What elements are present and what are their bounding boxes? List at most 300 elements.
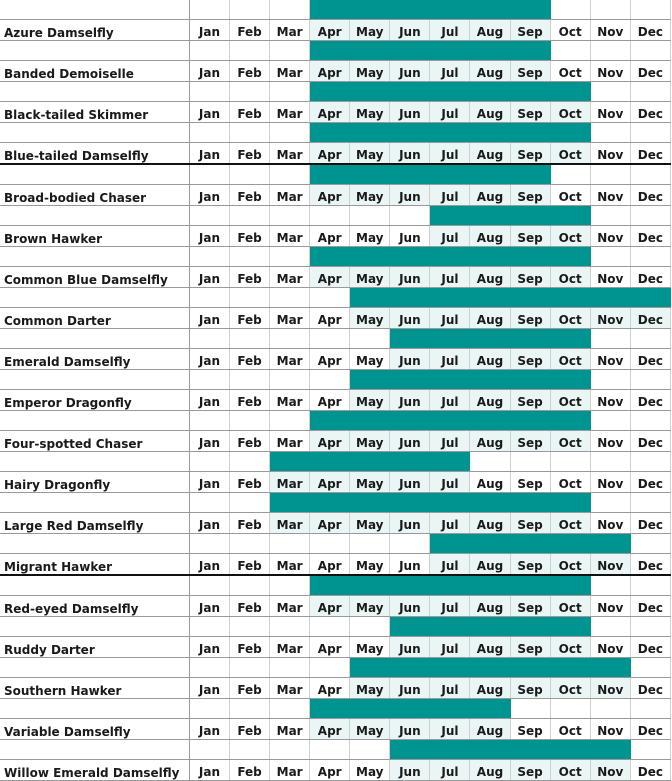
active-month-bar [470,740,510,760]
month-label: Oct [550,308,590,329]
active-month-bar [390,699,430,719]
inactive-month-cell [270,164,310,185]
inactive-month-cell [230,288,270,308]
inactive-month-cell [310,617,350,637]
active-month-bar [390,82,430,102]
species-name-spacer [0,288,189,308]
inactive-month-cell [189,740,229,760]
month-label: Nov [590,185,630,206]
inactive-month-cell [189,41,229,61]
species-row-broad-bodied-chaser [0,185,671,206]
month-label: Dec [630,20,670,41]
species-name: Hairy Dragonfly [0,472,189,493]
season-bar-row [0,329,671,349]
month-label: Feb [230,678,270,699]
month-label: Nov [590,513,630,534]
month-label: Dec [630,349,670,370]
inactive-month-cell [630,575,670,596]
species-row-blue-tailed-damselfly [0,143,671,165]
species-name-spacer [0,452,189,472]
month-label: Jul [430,431,470,452]
month-label: Nov [590,20,630,41]
inactive-month-cell [310,658,350,678]
inactive-month-cell [630,617,670,637]
month-label: Aug [470,472,510,493]
active-month-bar [510,82,550,102]
month-label: Jun [390,226,430,247]
season-bar-row [0,370,671,390]
season-bar-row [0,123,671,143]
species-row-willow-emerald-damselfly [0,760,671,781]
active-month-bar [470,617,510,637]
month-label: Jul [430,596,470,617]
month-label: Feb [230,719,270,740]
month-label: Jan [189,143,229,165]
month-label: Jul [430,554,470,576]
season-bar-row [0,740,671,760]
active-month-bar [590,534,630,554]
month-label: Jun [390,513,430,534]
inactive-month-cell [550,41,590,61]
month-label: Apr [310,637,350,658]
month-label: Jul [430,637,470,658]
active-month-bar [550,411,590,431]
species-name: Southern Hawker [0,678,189,699]
month-label: Feb [230,431,270,452]
species-row-emperor-dragonfly [0,390,671,411]
species-name-spacer [0,41,189,61]
month-label: Feb [230,308,270,329]
active-month-bar [590,658,630,678]
month-label: Feb [230,596,270,617]
active-month-bar [430,534,470,554]
inactive-month-cell [230,82,270,102]
month-label: Feb [230,185,270,206]
inactive-month-cell [230,575,270,596]
active-month-bar [430,164,470,185]
month-label: May [350,143,390,165]
month-label: Aug [470,719,510,740]
inactive-month-cell [630,370,670,390]
inactive-month-cell [230,123,270,143]
month-label: Sep [510,513,550,534]
active-month-bar [590,740,630,760]
month-label: Feb [230,102,270,123]
active-month-bar [390,411,430,431]
month-label: Jan [189,513,229,534]
active-month-bar [510,123,550,143]
month-label: Mar [270,143,310,165]
active-month-bar [470,288,510,308]
month-label: Apr [310,143,350,165]
inactive-month-cell [590,411,630,431]
active-month-bar [390,329,430,349]
inactive-month-cell [189,617,229,637]
month-label: Oct [550,102,590,123]
inactive-month-cell [630,206,670,226]
season-bar-row [0,658,671,678]
inactive-month-cell [270,329,310,349]
active-month-bar [470,699,510,719]
inactive-month-cell [189,247,229,267]
season-bar-row [0,411,671,431]
month-label: Sep [510,472,550,493]
inactive-month-cell [510,699,550,719]
active-month-bar [350,41,390,61]
month-label: Aug [470,102,510,123]
inactive-month-cell [310,534,350,554]
active-month-bar [470,493,510,513]
inactive-month-cell [630,0,670,20]
month-label: Jan [189,719,229,740]
inactive-month-cell [270,370,310,390]
active-month-bar [510,247,550,267]
month-label: Jun [390,596,430,617]
season-bar-row [0,82,671,102]
inactive-month-cell [630,740,670,760]
month-label: Mar [270,719,310,740]
species-name-spacer [0,493,189,513]
inactive-month-cell [550,0,590,20]
month-label: Jan [189,637,229,658]
inactive-month-cell [230,370,270,390]
species-name: Black-tailed Skimmer [0,102,189,123]
month-label: May [350,349,390,370]
inactive-month-cell [630,82,670,102]
species-row-red-eyed-damselfly [0,596,671,617]
month-label: Mar [270,431,310,452]
month-label: Aug [470,349,510,370]
species-name: Banded Demoiselle [0,61,189,82]
inactive-month-cell [630,658,670,678]
month-label: Nov [590,390,630,411]
active-month-bar [310,41,350,61]
month-label: Sep [510,143,550,165]
inactive-month-cell [630,329,670,349]
species-row-hairy-dragonfly [0,472,671,493]
inactive-month-cell [270,411,310,431]
inactive-month-cell [230,534,270,554]
inactive-month-cell [189,288,229,308]
inactive-month-cell [189,658,229,678]
active-month-bar [430,288,470,308]
inactive-month-cell [590,493,630,513]
month-label: Oct [550,431,590,452]
month-label: Nov [590,61,630,82]
month-label: Oct [550,760,590,781]
active-month-bar [550,329,590,349]
inactive-month-cell [189,411,229,431]
month-label: Aug [470,431,510,452]
active-month-bar [550,82,590,102]
month-label: Nov [590,349,630,370]
inactive-month-cell [310,329,350,349]
month-label: Jul [430,472,470,493]
season-bar-row [0,493,671,513]
active-month-bar [510,288,550,308]
month-label: May [350,554,390,576]
active-month-bar [430,329,470,349]
month-label: Apr [310,719,350,740]
active-month-bar [430,82,470,102]
inactive-month-cell [230,452,270,472]
month-label: Nov [590,143,630,165]
species-row-brown-hawker [0,226,671,247]
species-name: Four-spotted Chaser [0,431,189,452]
species-row-azure-damselfly [0,20,671,41]
inactive-month-cell [590,206,630,226]
inactive-month-cell [270,658,310,678]
active-month-bar [550,658,590,678]
month-label: Mar [270,390,310,411]
month-label: Apr [310,308,350,329]
inactive-month-cell [590,123,630,143]
species-name: Large Red Damselfly [0,513,189,534]
month-label: Sep [510,102,550,123]
month-label: Dec [630,143,670,165]
month-label: Feb [230,61,270,82]
active-month-bar [430,699,470,719]
month-label: Jul [430,678,470,699]
species-row-southern-hawker [0,678,671,699]
month-label: May [350,61,390,82]
species-name-spacer [0,658,189,678]
species-row-common-blue-damselfly [0,267,671,288]
month-label: Apr [310,472,350,493]
inactive-month-cell [230,329,270,349]
month-label: Dec [630,678,670,699]
active-month-bar [470,534,510,554]
month-label: Nov [590,102,630,123]
month-label: Jul [430,61,470,82]
active-month-bar [470,206,510,226]
month-label: Jun [390,760,430,781]
month-label: Dec [630,390,670,411]
month-label: Oct [550,719,590,740]
inactive-month-cell [230,0,270,20]
month-label: Jun [390,554,430,576]
active-month-bar [550,247,590,267]
inactive-month-cell [270,699,310,719]
month-label: Oct [550,390,590,411]
species-name-spacer [0,164,189,185]
month-label: Jan [189,678,229,699]
active-month-bar [350,575,390,596]
inactive-month-cell [189,699,229,719]
species-name-spacer [0,329,189,349]
month-label: Dec [630,431,670,452]
month-label: Jan [189,61,229,82]
month-label: Sep [510,637,550,658]
inactive-month-cell [230,41,270,61]
species-row-variable-damselfly [0,719,671,740]
inactive-month-cell [189,452,229,472]
species-name-spacer [0,206,189,226]
month-label: Aug [470,20,510,41]
species-name-spacer [0,247,189,267]
month-label: Jun [390,267,430,288]
inactive-month-cell [189,575,229,596]
inactive-month-cell [590,699,630,719]
active-month-bar [510,41,550,61]
season-bar-row [0,534,671,554]
species-name-spacer [0,699,189,719]
inactive-month-cell [270,82,310,102]
active-month-bar [510,740,550,760]
season-bar-row [0,206,671,226]
inactive-month-cell [390,534,430,554]
active-month-bar [550,493,590,513]
inactive-month-cell [230,164,270,185]
inactive-month-cell [270,123,310,143]
inactive-month-cell [230,411,270,431]
species-name-spacer [0,617,189,637]
month-label: Nov [590,554,630,576]
inactive-month-cell [590,575,630,596]
active-month-bar [470,41,510,61]
inactive-month-cell [189,329,229,349]
active-month-bar [470,82,510,102]
month-label: Oct [550,226,590,247]
month-label: Jan [189,20,229,41]
month-label: Jun [390,20,430,41]
species-name: Variable Damselfly [0,719,189,740]
month-label: Oct [550,678,590,699]
active-month-bar [430,617,470,637]
species-name: Common Blue Damselfly [0,267,189,288]
inactive-month-cell [630,411,670,431]
month-label: Nov [590,719,630,740]
month-label: Dec [630,61,670,82]
month-label: May [350,472,390,493]
inactive-month-cell [630,41,670,61]
month-label: Jun [390,637,430,658]
month-label: Apr [310,431,350,452]
month-label: Dec [630,513,670,534]
month-label: Dec [630,472,670,493]
month-label: Feb [230,267,270,288]
month-label: Mar [270,226,310,247]
month-label: Mar [270,760,310,781]
active-month-bar [470,575,510,596]
active-month-bar [430,41,470,61]
month-label: May [350,637,390,658]
month-label: Jan [189,349,229,370]
inactive-month-cell [189,493,229,513]
active-month-bar [470,123,510,143]
inactive-month-cell [270,534,310,554]
active-month-bar [550,617,590,637]
month-label: Oct [550,596,590,617]
active-month-bar [590,288,630,308]
month-label: Sep [510,719,550,740]
month-label: Feb [230,20,270,41]
active-month-bar [430,493,470,513]
species-name-spacer [0,411,189,431]
month-label: Sep [510,20,550,41]
active-month-bar [550,534,590,554]
month-label: Mar [270,349,310,370]
month-label: May [350,20,390,41]
season-bar-row [0,247,671,267]
active-month-bar [430,247,470,267]
inactive-month-cell [510,452,550,472]
month-label: Feb [230,513,270,534]
active-month-bar [310,247,350,267]
month-label: Nov [590,267,630,288]
inactive-month-cell [310,288,350,308]
active-month-bar [390,658,430,678]
month-label: Jan [189,102,229,123]
active-month-bar [510,206,550,226]
month-label: Jan [189,185,229,206]
active-month-bar [390,0,430,20]
month-label: Oct [550,267,590,288]
active-month-bar [350,370,390,390]
month-label: Dec [630,185,670,206]
active-month-bar [470,329,510,349]
species-name: Willow Emerald Damselfly [0,760,189,781]
month-label: Mar [270,472,310,493]
month-label: Oct [550,554,590,576]
inactive-month-cell [550,164,590,185]
month-label: Jan [189,390,229,411]
active-month-bar [390,123,430,143]
month-label: Jan [189,760,229,781]
inactive-month-cell [189,534,229,554]
month-label: Apr [310,390,350,411]
month-label: Jul [430,349,470,370]
inactive-month-cell [630,123,670,143]
active-month-bar [390,493,430,513]
month-label: Aug [470,637,510,658]
month-label: Jun [390,143,430,165]
month-label: May [350,226,390,247]
inactive-month-cell [310,740,350,760]
inactive-month-cell [590,164,630,185]
active-month-bar [310,699,350,719]
month-label: Sep [510,185,550,206]
month-label: Feb [230,390,270,411]
month-label: May [350,267,390,288]
month-label: Sep [510,431,550,452]
active-month-bar [350,658,390,678]
species-row-four-spotted-chaser [0,431,671,452]
active-month-bar [270,493,310,513]
month-label: Apr [310,513,350,534]
active-month-bar [390,164,430,185]
active-month-bar [350,82,390,102]
active-month-bar [390,740,430,760]
active-month-bar [430,370,470,390]
species-name: Migrant Hawker [0,554,189,576]
month-label: Jun [390,102,430,123]
active-month-bar [430,0,470,20]
month-label: Dec [630,760,670,781]
active-month-bar [310,411,350,431]
month-label: Aug [470,226,510,247]
month-label: Feb [230,760,270,781]
month-label: Mar [270,678,310,699]
inactive-month-cell [630,164,670,185]
month-label: Aug [470,760,510,781]
month-label: Mar [270,20,310,41]
species-name: Red-eyed Damselfly [0,596,189,617]
month-label: Dec [630,267,670,288]
active-month-bar [350,288,390,308]
species-row-banded-demoiselle [0,61,671,82]
month-label: Sep [510,226,550,247]
